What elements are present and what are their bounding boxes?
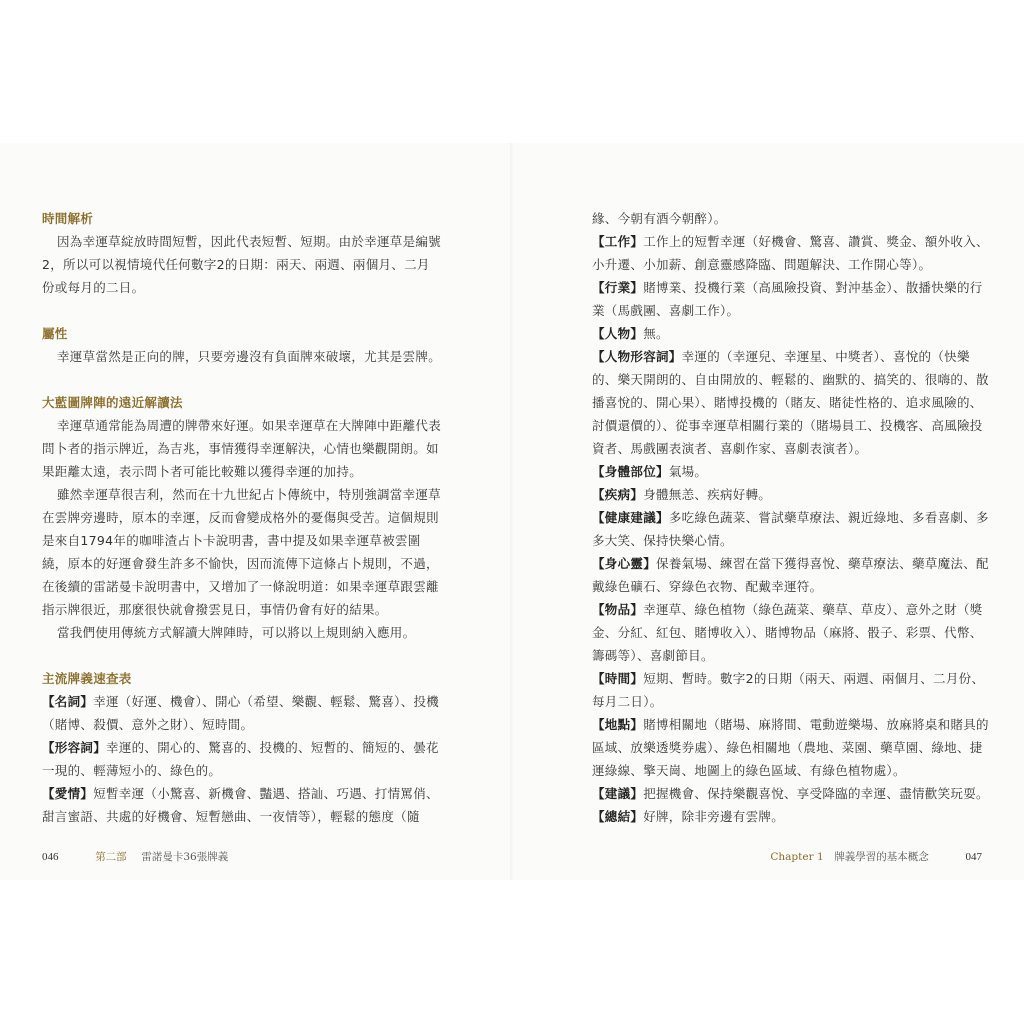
entry-text: 賭博相關地（賭場、麻將間、電動遊樂場、放麻將桌和賭具的區域、放樂透獎券處）、綠色相關地（農地、菜園、藥草園、綠地、捷運綠線、擎天崗、地圖上的綠色區域、有綠色植物處）。 — [592, 717, 989, 778]
continued-text: 緣、今朝有酒今朝醉）。 — [592, 211, 727, 226]
entry-tag: 【行業】 — [592, 280, 644, 295]
entry-text: 多吃綠色蔬菜、嘗試藥草療法、親近綠地、多看喜劇、多多大笑、保持快樂心情。 — [592, 510, 989, 548]
paragraph: 幸運草通常能為周遭的牌帶來好運。如果幸運草在大牌陣中距離代表問卜者的指示牌近，為吉兆，事情獲得幸運解決，心情也樂觀開朗。如果距離太遠，表示問卜者可能比較難以獲得幸運的加持。 — [42, 418, 442, 479]
entry-text: 無。 — [643, 326, 669, 341]
entry-tag: 【時間】 — [592, 671, 644, 686]
meaning-entry — [592, 322, 992, 345]
meaning-entry — [592, 667, 992, 713]
entry-tag: 【名詞】 — [42, 694, 94, 709]
book-spread — [0, 143, 1024, 880]
meaning-entry — [592, 782, 992, 805]
meaning-entry — [42, 782, 442, 828]
entry-text: 氣場。 — [668, 464, 708, 479]
entry-tag: 【總結】 — [592, 809, 644, 824]
right-page — [512, 143, 1024, 880]
entry-tag: 【人物形容詞】 — [592, 349, 682, 364]
entry-text: 短期、暫時。數字2的日期（兩天、兩週、兩個月、二月份、每月二日）。 — [592, 671, 985, 709]
entry-tag: 【地點】 — [592, 717, 644, 732]
entry-tag: 【形容詞】 — [42, 740, 107, 755]
left-page — [0, 143, 512, 880]
page-number: 046 — [42, 851, 59, 863]
entry-tag: 【身心靈】 — [592, 556, 657, 571]
meaning-entry — [592, 483, 992, 506]
chapter-label: Chapter 1 — [770, 851, 824, 863]
part-label: 第二部 — [95, 851, 127, 863]
entry-tag: 【身體部位】 — [592, 464, 669, 479]
paragraph: 當我們使用傳統方式解讀大牌陣時，可以將以上規則納入應用。 — [57, 625, 416, 640]
entry-tag: 【工作】 — [592, 234, 644, 249]
meaning-entry — [592, 345, 992, 460]
meaning-entry — [592, 276, 992, 322]
meaning-entry — [42, 736, 442, 782]
entry-text: 身體無恙、疾病好轉。 — [643, 487, 772, 502]
entry-text: 幸運草、綠色植物（綠色蔬菜、藥草、草皮）、意外之財（獎金、分紅、紅包、賭博收入）、賭博物品（麻將、骰子、彩票、代幣、籌碼等）、喜劇節目。 — [592, 602, 983, 663]
chapter-title: 牌義學習的基本概念 — [834, 851, 929, 863]
entry-tag: 【人物】 — [592, 326, 644, 341]
entry-text: 好牌，除非旁邊有雲牌。 — [643, 809, 785, 824]
entry-text: 短暫幸運（小驚喜、新機會、豔遇、搭訕、巧遇、打情罵俏、甜言蜜語、共處的好機會、短暫戀曲、一夜情等），輕鬆的態度（隨 — [42, 786, 439, 824]
meaning-entry — [592, 506, 992, 552]
meaning-entry — [592, 805, 992, 828]
entry-text: 幸運的、開心的、驚喜的、投機的、短暫的、簡短的、曇花一現的、輕薄短小的、綠色的。 — [42, 740, 439, 778]
part-title: 雷諾曼卡36張牌義 — [141, 851, 229, 863]
section-heading-spread-reading: 大藍圖牌陣的遠近解讀法 — [42, 395, 183, 410]
left-page-text — [42, 207, 442, 828]
entry-text: 幸運的（幸運兒、幸運星、中獎者）、喜悅的（快樂的、樂天開朗的、自由開放的、輕鬆的、幽默的、搞笑的、很嗨的、散播喜悅的、開心果）、賭博投機的（賭友、賭徒性格的、追求風險的、討價還價的）、從事幸運草相關行業的（賭場員工、投機客、高風險投資者、馬戲團表演者、喜劇作家、喜劇表演者）。 — [592, 349, 989, 456]
entry-tag: 【疾病】 — [592, 487, 644, 502]
left-footer — [42, 849, 228, 864]
section-heading-quick-reference: 主流牌義速查表 — [42, 671, 132, 686]
entry-tag: 【愛情】 — [42, 786, 94, 801]
meaning-entry — [592, 598, 992, 667]
meaning-entry — [592, 460, 992, 483]
entry-text: 把握機會、保持樂觀喜悅、享受降臨的幸運、盡情歡笑玩耍。 — [643, 786, 989, 801]
entry-text: 工作上的短暫幸運（好機會、驚喜、讚賞、獎金、額外收入、小升遷、小加薪、創意靈感降臨、問題解決、工作開心等）。 — [592, 234, 989, 272]
entry-text: 保養氣場、練習在當下獲得喜悅、藥草療法、藥草魔法、配戴綠色礦石、穿綠色衣物、配戴幸運符。 — [592, 556, 989, 594]
page-number: 047 — [965, 851, 982, 863]
meaning-entry — [592, 230, 992, 276]
right-footer — [770, 849, 982, 864]
entry-text: 賭博業、投機行業（高風險投資、對沖基金）、散播快樂的行業（馬戲團、喜劇工作）。 — [592, 280, 983, 318]
entry-tag: 【建議】 — [592, 786, 644, 801]
entry-tag: 【物品】 — [592, 602, 644, 617]
paragraph: 雖然幸運草很吉利，然而在十九世紀占卜傳統中，特別強調當幸運草在雲牌旁邊時，原本的幸運，反而會變成格外的憂傷與受苦。這個規則是來自1794年的咖啡渣占卜卡說明書，書中提及如果幸運草被雲圍繞，原本的好運會發生許多不愉快，因而流傳下這條占卜規則，不過，在後續的雷諾曼卡說明書中，又增加了一條說明道：如果幸運草跟雲離指示牌很近，那麼很快就會撥雲見日，事情仍會有好的結果。 — [42, 487, 442, 617]
section-heading-attribute: 屬性 — [42, 326, 68, 341]
meaning-entry — [592, 552, 992, 598]
paragraph: 因為幸運草綻放時間短暫，因此代表短暫、短期。由於幸運草是編號2，所以可以視情境代任何數字2的日期：兩天、兩週、兩個月、二月份或每月的二日。 — [42, 234, 442, 295]
section-heading-time: 時間解析 — [42, 211, 94, 226]
paragraph: 幸運草當然是正向的牌，只要旁邊沒有負面牌來破壞，尤其是雲牌。 — [57, 349, 442, 364]
entry-tag: 【健康建議】 — [592, 510, 669, 525]
meaning-entry — [42, 690, 442, 736]
entry-text: 幸運（好運、機會）、開心（希望、樂觀、輕鬆、驚喜）、投機（賭博、殺價、意外之財）、短時間。 — [42, 694, 440, 732]
meaning-entry — [592, 713, 992, 782]
right-page-text — [592, 207, 992, 828]
